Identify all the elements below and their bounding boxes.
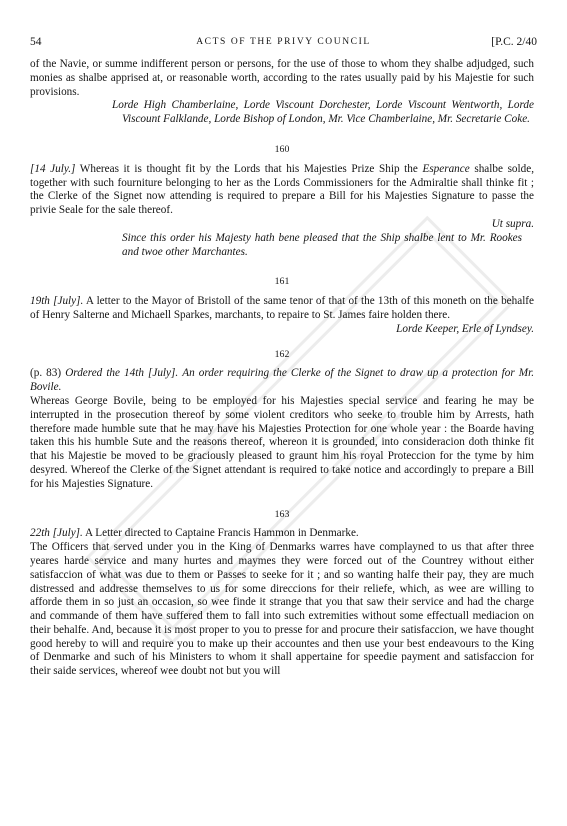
entry-paragraph: 19th [July]. A letter to the Mayor of Bristoll of the same tenor of that of the 13th of this moneth on the behalfe of Henry Salterne and Michaell Sparkes, marchants, to repaire to St. James faire holden there.: [30, 295, 534, 321]
running-title: ACTS OF THE PRIVY COUNCIL: [196, 37, 371, 47]
entry-date: 19th [July].: [30, 295, 84, 308]
page-ref: (p. 83): [30, 367, 62, 380]
marginal-note: Since this order his Majesty hath bene pleased that the Ship shalbe lent to Mr. Rookes and twoe other Marchantes.: [122, 231, 522, 258]
signatories: Lorde High Chamberlaine, Lorde Viscount Dorchester, Lorde Viscount Wentworth, Lorde Viscount Falklande, Lorde Bishop of London, Mr. Vice Chamberlaine, Mr. Secretarie Coke.: [112, 99, 534, 126]
entry-number: 160: [274, 143, 290, 155]
ship-name: Esperance: [422, 162, 470, 175]
entry-number: 162: [274, 348, 290, 360]
signatories: Lorde Keeper, Erle of Lyndsey.: [396, 322, 534, 335]
page-body: [30, 58, 534, 679]
entry-paragraph: [14 July.] Whereas it is thought fit by the Lords that his Majesties Prize Ship the Esperance shalbe solde, together with such fourniture belonging to her as the Lords Commissioners for the Admiraltie shall thinke fit ; the Clerke of the Signet now attending is required to prepare a Bill for his Majesties Signature to passe the privie Seale for the sale thereof.: [30, 162, 534, 217]
ut-supra: Ut supra.: [491, 217, 534, 230]
entry-paragraph: Whereas George Bovile, being to be employed for his Majesties special service and fearing he may be interrupted in the prosecution thereof by some violent creditors who seeke to trouble him by Arrests, hath therefore made humble sute that he may have his Majesties Protection for one whole year : the Boarde having taken this his humble Sute and the reasons thereof, whereon it is grounded, into consideracion doth thinke fit that his Majestie be moved to be graciously pleased to graunt him his royal Proteccion for the tyme by him desyred. Whereof the Clerke of the Signet attendant is required to take notice and accordingly to prepare a Bill for his Majesties Signature.: [30, 394, 534, 490]
entry-date: Ordered the 14th [July].: [65, 367, 179, 380]
entry-date: [14 July.]: [30, 162, 76, 175]
entry-number: 161: [274, 276, 290, 288]
entry-heading: [30, 367, 534, 395]
entry-heading: 22th [July]. A Letter directed to Captaine Francis Hammon in Denmarke.: [30, 527, 359, 540]
entry-summary: An order requiring the Clerke of the Signet to draw up a protection for Mr. Bovile.: [30, 367, 535, 394]
page-number: 54: [30, 36, 42, 48]
continuation-paragraph: of the Navie, or summe indifferent person or persons, for the use of those to whom they shalbe adjudged, such monies as shalbe apprised at, or reasonable worth, according to the rates usually paid by his Majestie for such provisions.: [30, 58, 534, 98]
entry-date: 22th [July].: [30, 527, 83, 540]
entry-number: 163: [274, 508, 290, 520]
entry-paragraph: The Officers that served under you in the King of Denmarks warres have complayned to us that after three yeares harde service and many hurtes and maymes they were forced out of the Countrey without either satisfaccion of what was due to them or Passes to seeke for it ; and so wanting halfe their pay, they are much distressed and addresse themselves to us for some direccions for their reliefe, which, as wee are willing to afforde them in so just an occasion, so wee finde it strange that you that saw their service and had the charge and commande of them have suffered them to fall into such extremities without some effectuall mediacion on their behalfe. And, because it is most proper to you to presse for and procure their satisfaccion, we have thought good hereby to will and require you to make up their accountes and then use your best endeavours to the King of Denmarke and such of his Ministers to whom it shall appertaine for speedie payment and satisfaccion for their saide services, whereof wee doubt not but you will: [30, 541, 534, 678]
running-head: [30, 36, 537, 52]
page-reference: [P.C. 2/40: [491, 36, 537, 48]
